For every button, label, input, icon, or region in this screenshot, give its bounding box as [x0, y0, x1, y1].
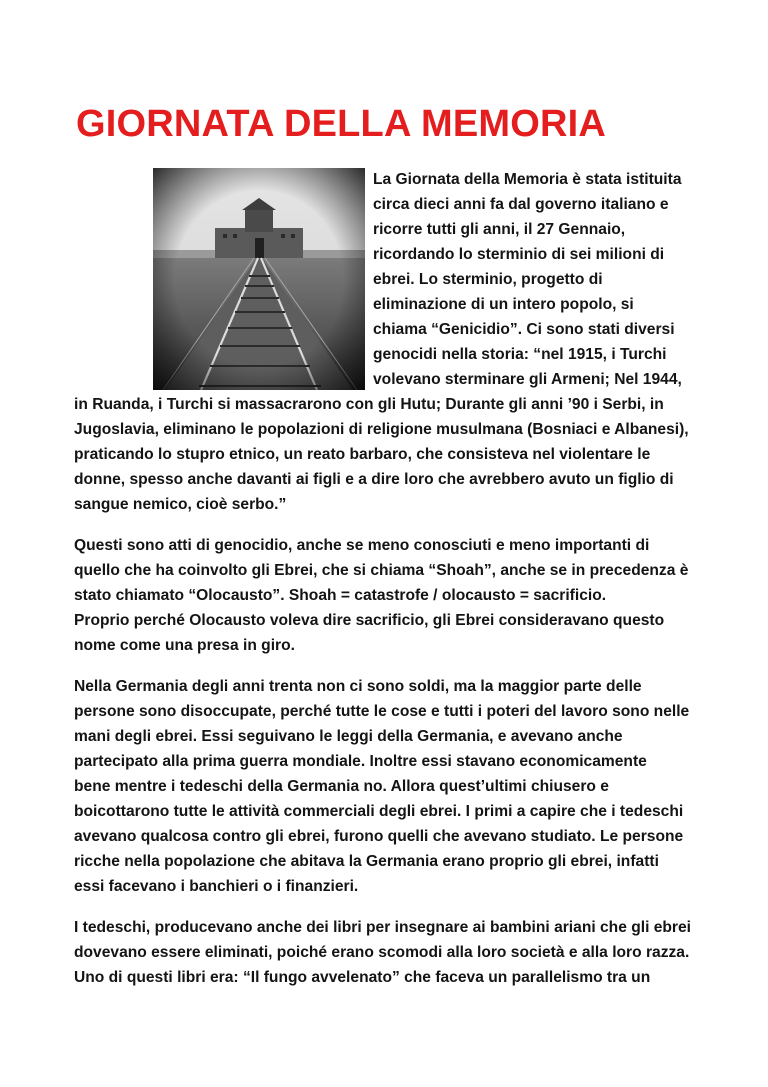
text-line: bene mentre i tedeschi della Germania no. Allora quest’ultimi chiusero e	[74, 778, 609, 795]
text-line: ricorre tutti gli anni, il 27 Gennaio,	[373, 221, 626, 238]
text-line: Jugoslavia, eliminano le popolazioni di religione musulmana (Bosniaci e Albanesi),	[74, 421, 689, 438]
railway-photo	[153, 168, 365, 390]
page-title: GIORNATA DELLA MEMORIA	[76, 103, 607, 145]
text-line: Uno di questi libri era: “Il fungo avvelenato” che faceva un parallelismo tra un	[74, 969, 651, 986]
text-line: eliminazione di un intero popolo, si	[373, 296, 634, 313]
text-line: in Ruanda, i Turchi si massacrarono con gli Hutu; Durante gli anni ’90 i Serbi, in	[74, 396, 664, 413]
text-line: essi facevano i banchieri o i finanzieri.	[74, 878, 359, 895]
text-line: persone sono disoccupate, perché tutte le cose e tutti i poteri del lavoro sono nelle	[74, 703, 690, 720]
text-line: praticando lo stupro etnico, un reato barbaro, che consisteva nel violentare le	[74, 446, 651, 463]
text-line: partecipato alla prima guerra mondiale. Inoltre essi stavano economicamente	[74, 753, 647, 770]
text-line: Questi sono atti di genocidio, anche se meno conosciuti e meno importanti di	[74, 537, 650, 554]
text-line: donne, spesso anche davanti ai figli e a dire loro che avrebbero avuto un figlio di	[74, 471, 674, 488]
text-line: mani degli ebrei. Essi seguivano le leggi della Germania, e avevano anche	[74, 728, 623, 745]
text-line: Nella Germania degli anni trenta non ci sono soldi, ma la maggior parte delle	[74, 678, 642, 695]
text-line: avevano qualcosa contro gli ebrei, furono quelli che avevano studiato. Le persone	[74, 828, 684, 845]
text-line: circa dieci anni fa dal governo italiano e	[373, 196, 669, 213]
text-line: La Giornata della Memoria è stata istituita	[373, 171, 682, 188]
text-line: ebrei. Lo sterminio, progetto di	[373, 271, 603, 288]
text-line: ricche nella popolazione che abitava la Germania erano proprio gli ebrei, infatti	[74, 853, 659, 870]
text-line: chiama “Genicidio”. Ci sono stati diversi	[373, 321, 675, 338]
railway-tracks-photo-icon	[153, 168, 365, 390]
text-line: Proprio perché Olocausto voleva dire sacrificio, gli Ebrei consideravano questo	[74, 612, 665, 629]
text-line: genocidi nella storia: “nel 1915, i Turchi	[373, 346, 667, 363]
text-line: ricordando lo sterminio di sei milioni di	[373, 246, 665, 263]
text-line: nome come una presa in giro.	[74, 637, 295, 654]
text-line: volevano sterminare gli Armeni; Nel 1944,	[373, 371, 682, 388]
text-line: I tedeschi, producevano anche dei libri per insegnare ai bambini ariani che gli ebrei	[74, 919, 692, 936]
text-line: boicottarono tutte le attività commerciali degli ebrei. I primi a capire che i tedeschi	[74, 803, 684, 820]
text-line: sangue nemico, cioè serbo.”	[74, 496, 287, 513]
text-line: dovevano essere eliminati, poiché erano scomodi alla loro società e alla loro razza.	[74, 944, 690, 961]
text-line: stato chiamato “Olocausto”. Shoah = catastrofe / olocausto = sacrificio.	[74, 587, 607, 604]
text-line: quello che ha coinvolto gli Ebrei, che si chiama “Shoah”, anche se in precedenza è	[74, 562, 689, 579]
